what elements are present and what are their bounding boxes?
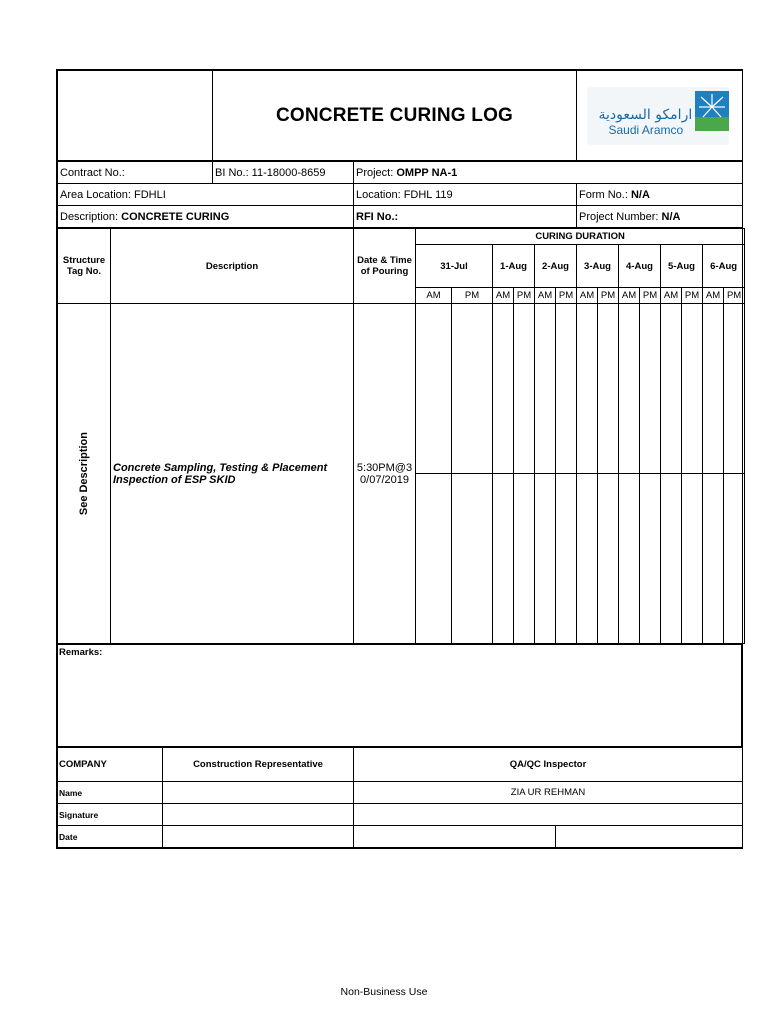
saudi-aramco-logo [577, 85, 742, 147]
construction-rep-header: Construction Representative [163, 748, 354, 782]
curing-cell[interactable] [703, 304, 724, 474]
remarks-cell[interactable] [58, 645, 742, 747]
location-field: Location: FDHL 119 [354, 184, 577, 206]
construction-rep-signature[interactable] [163, 804, 354, 826]
curing-cell[interactable] [416, 304, 452, 474]
form-no-field [577, 184, 743, 206]
signature-label: Signature [58, 804, 163, 826]
curing-cell[interactable] [640, 474, 661, 644]
rfi-no: RFI No.: [354, 206, 577, 228]
curing-cell[interactable] [556, 474, 577, 644]
curing-cell[interactable] [682, 474, 703, 644]
description-field [58, 206, 354, 228]
curing-cell[interactable] [514, 474, 535, 644]
description-value: Concrete Sampling, Testing & Placement Inspection of ESP SKID [113, 461, 328, 486]
date-header-4-aug: 4-Aug [619, 245, 661, 288]
pm-header: PM [452, 288, 493, 304]
qaqc-header: QA/QC Inspector [354, 748, 743, 782]
construction-rep-date[interactable] [163, 826, 354, 848]
date-header-1-aug: 1-Aug [493, 245, 535, 288]
curing-cell[interactable] [535, 474, 556, 644]
logo-arabic-text: ارامكو السعودية [598, 106, 693, 123]
curing-cell[interactable] [640, 304, 661, 474]
date-header-6-aug: 6-Aug [703, 245, 745, 288]
am-header: AM [577, 288, 598, 304]
form-no-label: Form No.: [579, 188, 628, 201]
pm-header: PM [598, 288, 619, 304]
name-label: Name [58, 782, 163, 804]
am-header: AM [416, 288, 452, 304]
am-header: AM [703, 288, 724, 304]
contract-no: Contract No.: [58, 162, 213, 184]
curing-cell[interactable] [493, 474, 514, 644]
logo-cell [577, 71, 743, 161]
pm-header: PM [640, 288, 661, 304]
project-number-label: Project Number: [579, 210, 659, 223]
inspector-signature[interactable] [354, 804, 743, 826]
page-title: CONCRETE CURING LOG [213, 71, 577, 161]
curing-cell[interactable] [514, 304, 535, 474]
remarks-table [57, 644, 742, 747]
curing-cell[interactable] [535, 304, 556, 474]
project-number-field [577, 206, 743, 228]
footer-classification: Non-Business Use [340, 986, 428, 998]
project-number-value: N/A [661, 210, 681, 223]
signoff-table [57, 747, 743, 848]
curing-cell[interactable] [556, 304, 577, 474]
area-location: Area Location: FDHLI [58, 184, 354, 206]
curing-cell[interactable] [598, 304, 619, 474]
curing-cell[interactable] [724, 304, 745, 474]
description-cell [111, 304, 354, 644]
logo-english-text: Saudi Aramco [608, 122, 684, 137]
inspector-date[interactable] [354, 826, 556, 848]
logo-emblem-icon [695, 91, 729, 131]
inspector-name: ZIA UR REHMAN [354, 782, 743, 804]
pm-header: PM [724, 288, 745, 304]
curing-log-form [56, 69, 743, 849]
curing-cell[interactable] [452, 474, 493, 644]
description-label: Description: [60, 210, 119, 223]
am-header: AM [493, 288, 514, 304]
date-header-2-aug: 2-Aug [535, 245, 577, 288]
project-value: OMPP NA-1 [396, 166, 458, 179]
project-field [354, 162, 743, 184]
info-table [57, 161, 743, 228]
pm-header: PM [514, 288, 535, 304]
date-time-header: Date & Time of Pouring [354, 229, 416, 304]
date-header-5-aug: 5-Aug [661, 245, 703, 288]
title-blank-cell [58, 71, 213, 161]
pour-time-value: 5:30PM@3 0/07/2019 [356, 461, 413, 486]
curing-cell[interactable] [493, 304, 514, 474]
date-header-3-aug: 3-Aug [577, 245, 619, 288]
date-label: Date [58, 826, 163, 848]
structure-tag-value: See Description [78, 431, 90, 516]
curing-cell[interactable] [724, 474, 745, 644]
pm-header: PM [556, 288, 577, 304]
curing-cell[interactable] [619, 474, 640, 644]
date-header-31-jul: 31-Jul [416, 245, 493, 288]
am-header: AM [661, 288, 682, 304]
project-label: Project: [356, 166, 394, 179]
structure-tag-cell [58, 304, 111, 644]
structure-tag-header: Structure Tag No. [58, 229, 111, 304]
pour-time-cell [354, 304, 416, 644]
am-header: AM [535, 288, 556, 304]
am-header: AM [619, 288, 640, 304]
curing-cell[interactable] [661, 474, 682, 644]
curing-duration-header: CURING DURATION [416, 229, 745, 245]
form-no-value: N/A [630, 188, 650, 201]
curing-cell[interactable] [416, 474, 452, 644]
curing-cell[interactable] [577, 474, 598, 644]
pm-header: PM [682, 288, 703, 304]
construction-rep-name[interactable] [163, 782, 354, 804]
bi-no: BI No.: 11-18000-8659 [213, 162, 354, 184]
curing-cell[interactable] [452, 304, 493, 474]
curing-cell[interactable] [661, 304, 682, 474]
curing-grid [57, 228, 745, 644]
description-value: CONCRETE CURING [121, 210, 230, 223]
remarks-label: Remarks: [59, 647, 103, 658]
company-label: COMPANY [58, 748, 163, 782]
curing-cell[interactable] [619, 304, 640, 474]
inspector-date-extra[interactable] [556, 826, 743, 848]
curing-cell[interactable] [703, 474, 724, 644]
curing-cell[interactable] [598, 474, 619, 644]
description-header: Description [111, 229, 354, 304]
curing-cell[interactable] [682, 304, 703, 474]
curing-cell[interactable] [577, 304, 598, 474]
title-table [57, 70, 743, 161]
